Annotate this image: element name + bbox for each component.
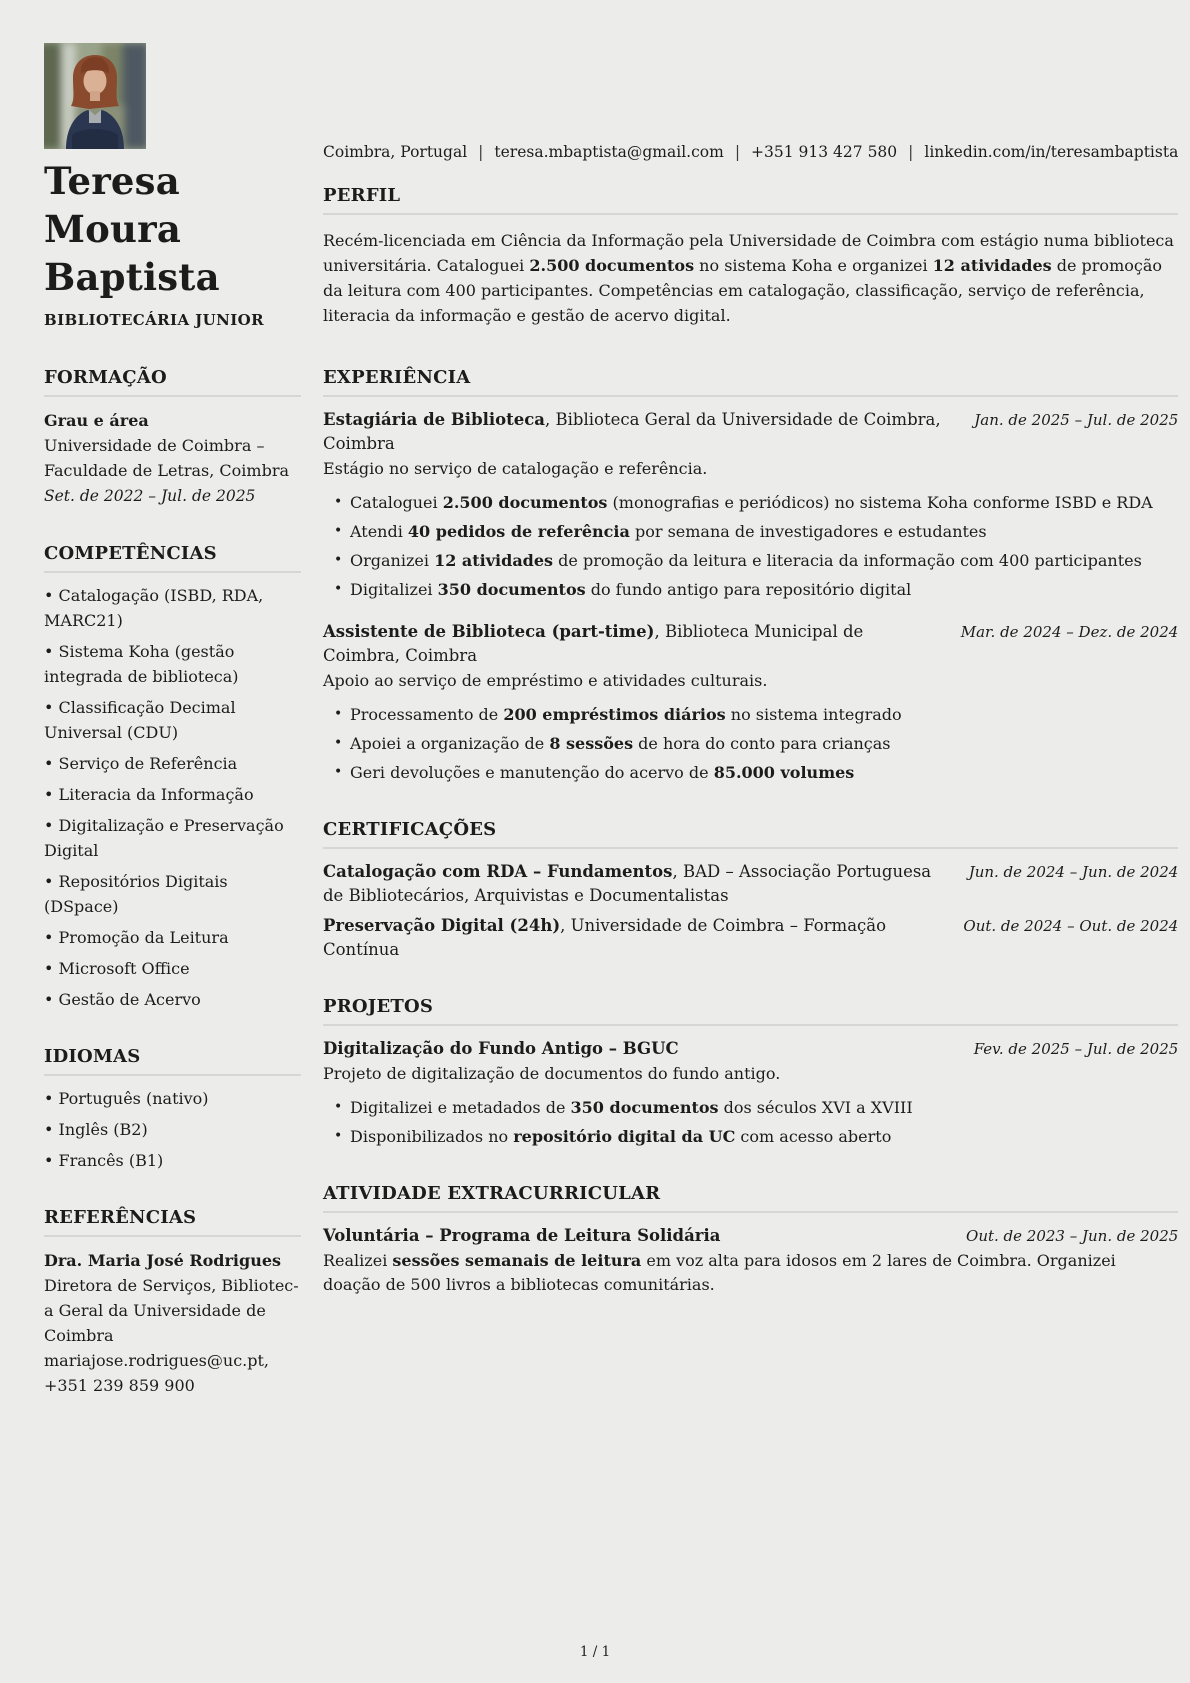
entry-dates: Mar. de 2024 – Dez. de 2024 (960, 623, 1179, 642)
certification-entry (323, 860, 1178, 908)
entry-dates: Out. de 2024 – Out. de 2024 (963, 917, 1179, 936)
entry-dates: Out. de 2023 – Jun. de 2025 (966, 1227, 1179, 1246)
reference-name: Dra. Maria José Rodrigues (44, 1251, 282, 1271)
perfil-paragraph: Recém-licenciada em Ciência da Informação pela Universidade de Coimbra com estágio numa biblioteca universitária. Cataloguei 2.500 documentos no sistema Koha e organizei 12 atividades de promoção da leitura com 400 participantes. Competências em catalogação, classificação, serviço de referência, literacia da informação e gestão de acervo digital. (323, 231, 1174, 325)
entry-dates: Fev. de 2025 – Jul. de 2025 (973, 1040, 1179, 1059)
entry-summary: Estágio no serviço de catalogação e referência. (323, 459, 708, 479)
candidate-name: Teresa Moura Baptista (44, 159, 220, 300)
section-heading-formacao: FORMAÇÃO (44, 367, 301, 397)
bullet-item: • Geri devoluções e manutenção do acervo de 85.000 volumes (323, 760, 1178, 785)
section-heading-atividade: ATIVIDADE EXTRACURRICULAR (323, 1183, 1178, 1213)
page-number: 1 / 1 (579, 1644, 611, 1660)
section-projetos (323, 996, 1178, 1149)
section-experiencia (323, 367, 1178, 785)
reference-role: Diretora de Serviços, Biblioteca Geral da Universidade de Coimbra (44, 1276, 299, 1346)
bullet-item: • Organizei 12 atividades de promoção da leitura e literacia da informação com 400 participantes (323, 548, 1178, 573)
entry-title: Digitalização do Fundo Antigo – BGUC (323, 1039, 679, 1059)
language-item: • Português (nativo) (44, 1086, 301, 1111)
experience-entry (323, 620, 1178, 785)
section-heading-referencias: REFERÊNCIAS (44, 1207, 301, 1237)
bullet-item: • Digitalizei e metadados de 350 documentos dos séculos XVI a XVIII (323, 1095, 1178, 1120)
section-competencias (44, 543, 301, 1012)
entry-title: Voluntária – Programa de Leitura Solidária (323, 1226, 721, 1246)
bullet-item: • Apoiei a organização de 8 sessões de hora do conto para crianças (323, 731, 1178, 756)
skill-item: • Promoção da Leitura (44, 925, 301, 950)
entry-title: Assistente de Biblioteca (part-time), Biblioteca Municipal de Coimbra, Coimbra (323, 622, 864, 666)
entry-paragraph: Realizei sessões semanais de leitura em voz alta para idosos em 2 lares de Coimbra. Organizei doação de 500 livros a bibliotecas comunitárias. (323, 1251, 1116, 1295)
entry-head (323, 1224, 1178, 1248)
contact-phone: +351 913 427 580 (751, 143, 898, 161)
entry-bullets (323, 1095, 1178, 1149)
contact-email: teresa.mbaptista@gmail.com (494, 143, 724, 161)
skill-item: • Gestão de Acervo (44, 987, 301, 1012)
entry-head (323, 860, 1178, 908)
degree-school: Universidade de Coimbra – Faculdade de Letras, Coimbra (44, 436, 289, 481)
identity-header (44, 43, 301, 329)
competencias-list (44, 583, 301, 1012)
entry-dates: Jun. de 2024 – Jun. de 2024 (968, 863, 1179, 882)
skill-item: • Classificação Decimal Universal (CDU) (44, 695, 301, 745)
entry-summary: Projeto de digitalização de documentos do fundo antigo. (323, 1064, 781, 1084)
bullet-item: • Disponibilizados no repositório digital da UC com acesso aberto (323, 1124, 1178, 1149)
idiomas-list (44, 1086, 301, 1173)
section-referencias (44, 1207, 301, 1398)
skill-item: • Sistema Koha (gestão integrada de biblioteca) (44, 639, 301, 689)
language-item: • Inglês (B2) (44, 1117, 301, 1142)
intro-section (323, 43, 1178, 329)
section-heading-experiencia: EXPERIÊNCIA (323, 367, 1178, 397)
main-column (323, 367, 1178, 1398)
degree-name: Grau e área (44, 411, 149, 431)
skill-item: • Catalogação (ISBD, RDA, MARC21) (44, 583, 301, 633)
bullet-item: • Digitalizei 350 documentos do fundo antigo para repositório digital (323, 577, 1178, 602)
entry-bullets (323, 490, 1178, 602)
skill-item: • Repositórios Digitais (DSpace) (44, 869, 301, 919)
sidebar (44, 367, 301, 1398)
person-figure (66, 55, 124, 149)
contact-separator: | (908, 143, 914, 161)
reference-contact: mariajose.rodrigues@uc.pt, +351 239 859 900 (44, 1351, 269, 1396)
candidate-role: BIBLIOTECÁRIA JUNIOR (44, 311, 264, 330)
section-heading-competencias: COMPETÊNCIAS (44, 543, 301, 573)
skill-item: • Digitalização e Preservação Digital (44, 813, 301, 863)
section-perfil (323, 185, 1178, 328)
entry-bullets (323, 702, 1178, 785)
skill-item: • Literacia da Informação (44, 782, 301, 807)
entry-dates: Jan. de 2025 – Jul. de 2025 (974, 411, 1179, 430)
contact-linkedin: linkedin.com/in/teresambaptista (924, 143, 1179, 161)
volunteer-entry (323, 1224, 1178, 1297)
entry-title: Preservação Digital (24h), Universidade de Coimbra – Formação Contínua (323, 916, 887, 960)
contact-separator: | (478, 143, 484, 161)
profile-photo (44, 43, 146, 149)
skill-item: • Serviço de Referência (44, 751, 301, 776)
section-atividade-extracurricular (323, 1183, 1178, 1297)
entry-head (323, 1037, 1178, 1061)
entry-title: Estagiária de Biblioteca, Biblioteca Geral da Universidade de Coimbra, Coimbra (323, 410, 941, 454)
entry-title: Catalogação com RDA – Fundamentos, BAD – Associação Portuguesa de Bibliotecários, Arquivistas e Documentalistas (323, 862, 932, 906)
section-certificacoes (323, 819, 1178, 962)
section-heading-perfil: PERFIL (323, 185, 1178, 215)
contact-line (323, 143, 1178, 161)
section-heading-projetos: PROJETOS (323, 996, 1178, 1026)
section-heading-certificacoes: CERTIFICAÇÕES (323, 819, 1178, 849)
bullet-item: • Processamento de 200 empréstimos diários no sistema integrado (323, 702, 1178, 727)
skill-item: • Microsoft Office (44, 956, 301, 981)
language-item: • Francês (B1) (44, 1148, 301, 1173)
contact-location: Coimbra, Portugal (323, 143, 468, 161)
bullet-item: • Cataloguei 2.500 documentos (monografias e periódicos) no sistema Koha conforme ISBD e RDA (323, 490, 1178, 515)
certification-entry (323, 914, 1178, 962)
section-heading-idiomas: IDIOMAS (44, 1046, 301, 1076)
contact-separator: | (734, 143, 741, 161)
degree-dates: Set. de 2022 – Jul. de 2025 (44, 487, 256, 506)
experience-entry (323, 408, 1178, 602)
entry-head (323, 914, 1178, 962)
section-formacao (44, 367, 301, 509)
entry-head (323, 408, 1178, 456)
project-entry (323, 1037, 1178, 1149)
entry-summary: Apoio ao serviço de empréstimo e atividades culturais. (323, 671, 768, 691)
bullet-item: • Atendi 40 pedidos de referência por semana de investigadores e estudantes (323, 519, 1178, 544)
entry-head (323, 620, 1178, 668)
section-idiomas (44, 1046, 301, 1173)
